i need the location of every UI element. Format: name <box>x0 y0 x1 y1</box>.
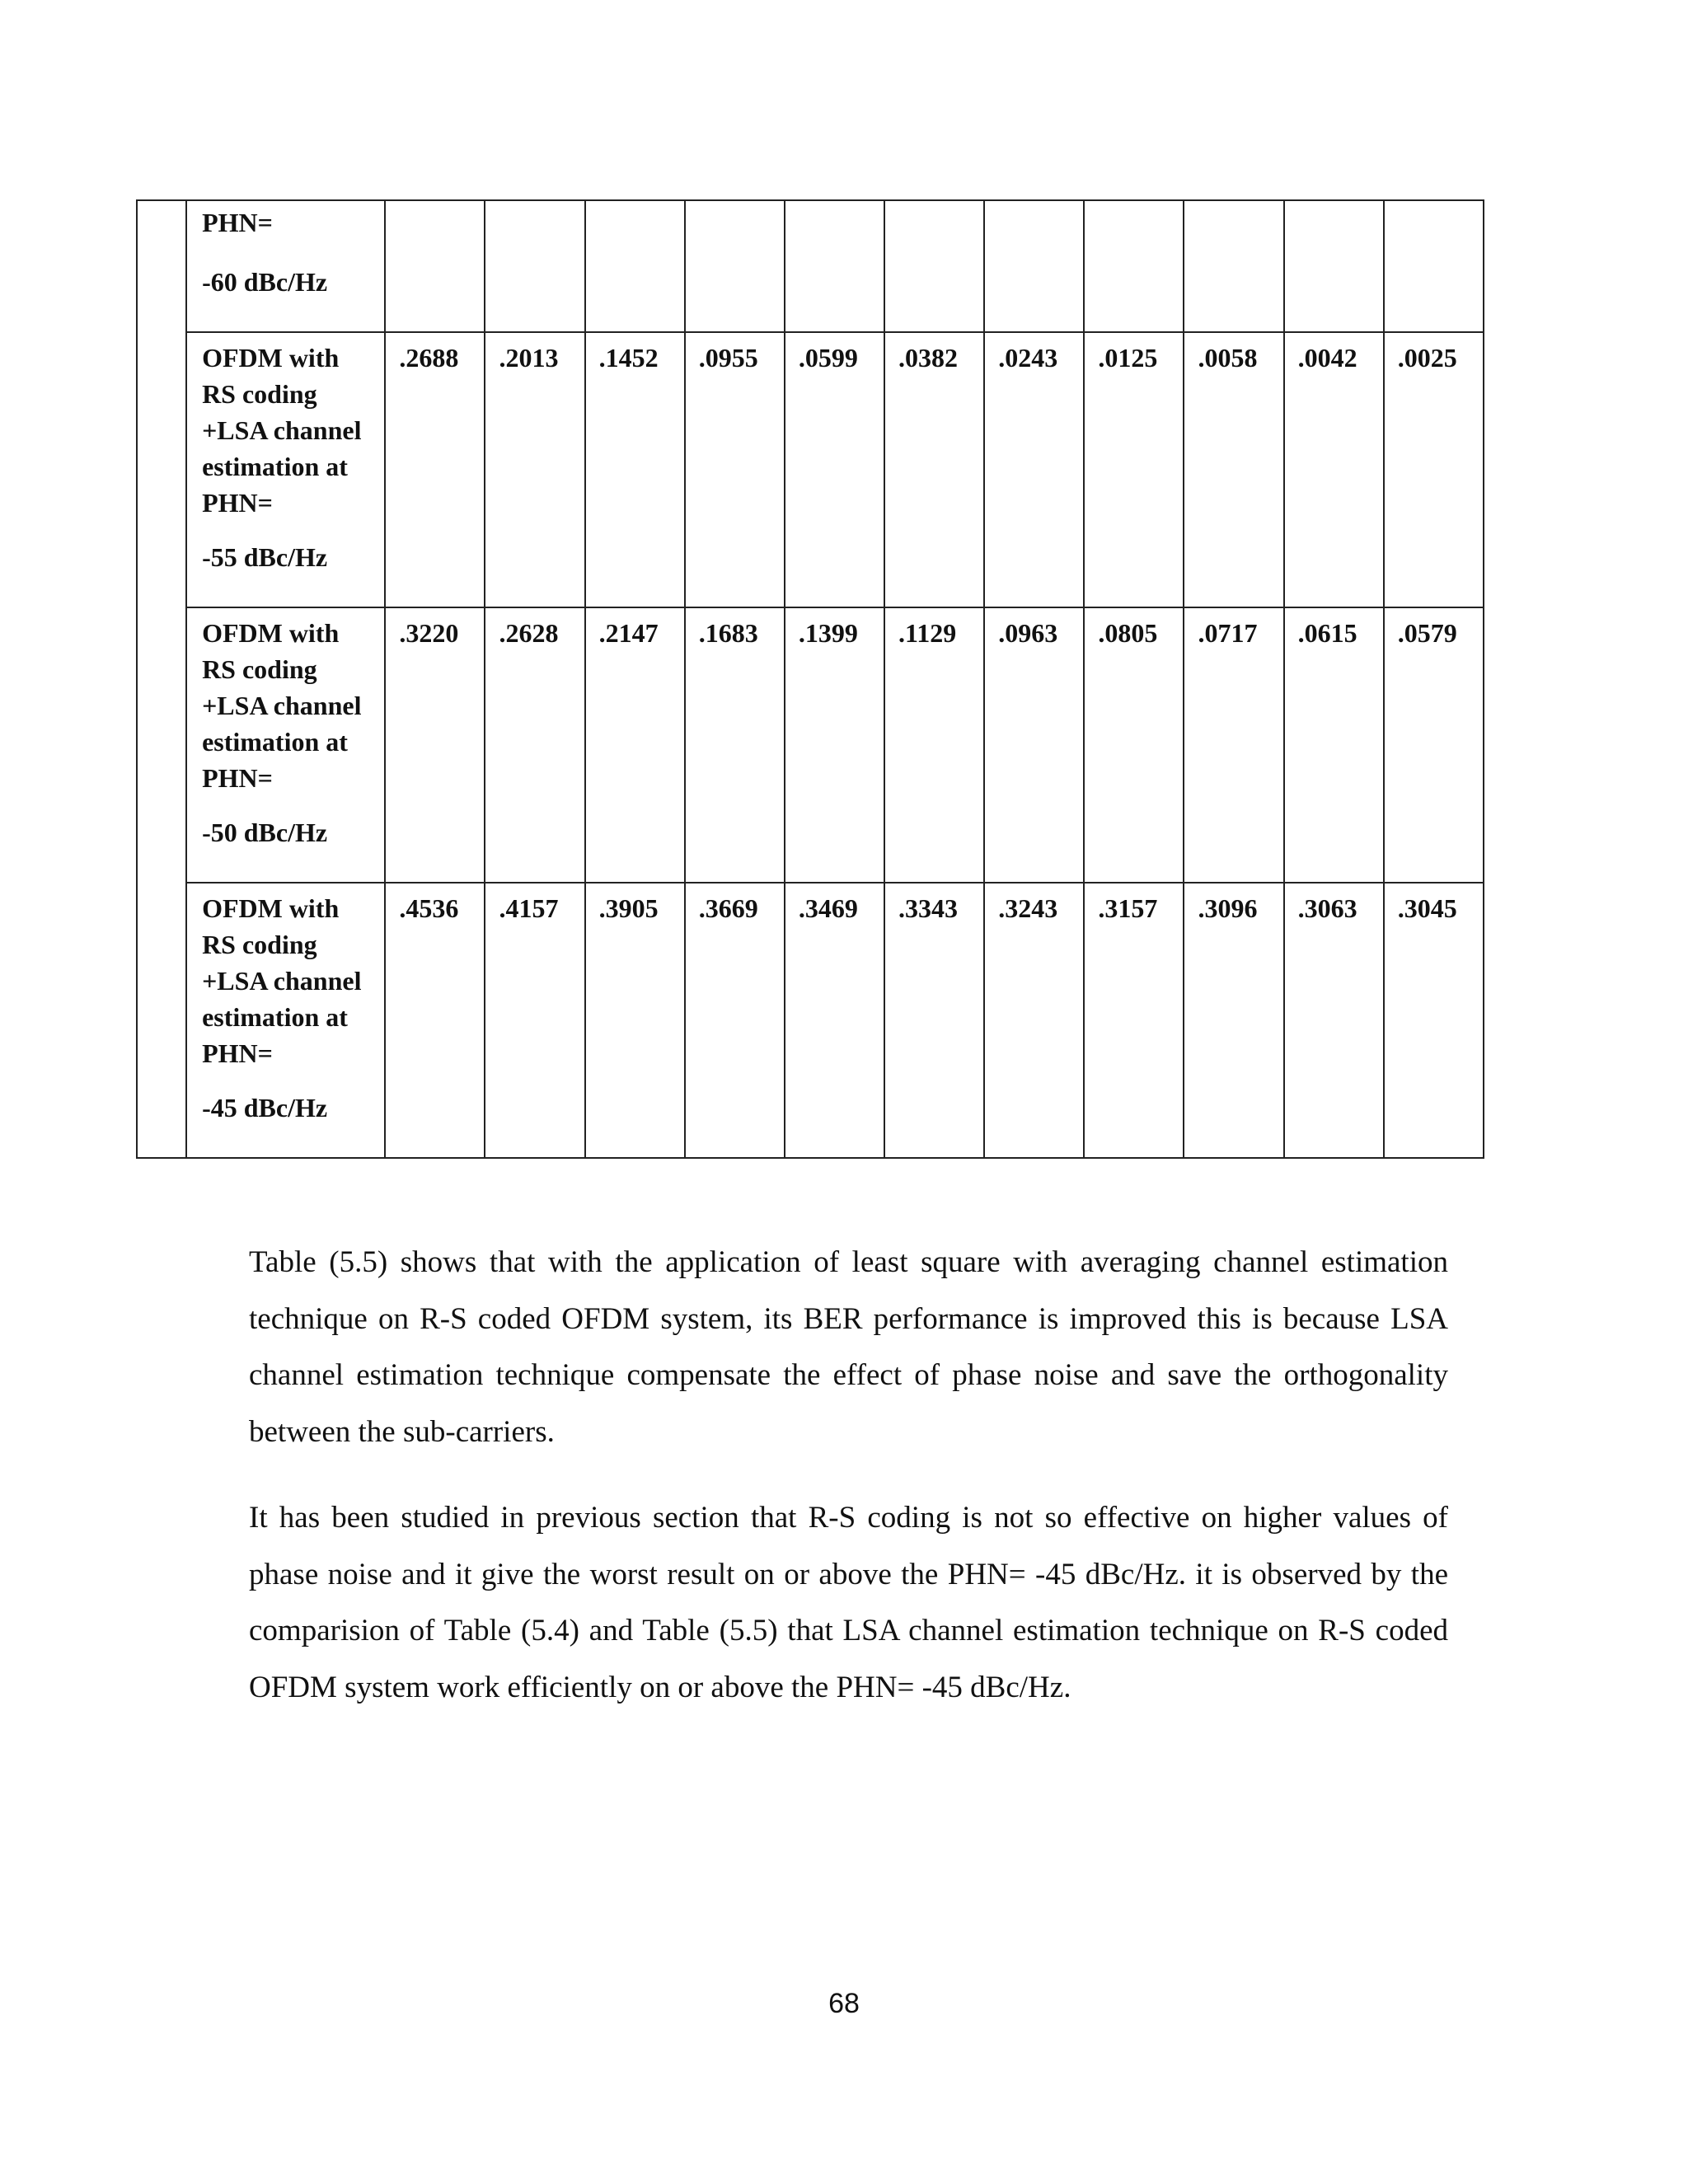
row-label-cell <box>186 883 385 1158</box>
ber-value-cell: .2147 <box>585 607 685 883</box>
ber-value-cell: .3063 <box>1284 883 1384 1158</box>
ber-value-cell: .0042 <box>1284 332 1384 607</box>
phase-noise-level: -55 dBc/Hz <box>202 542 328 572</box>
merged-left-cell <box>137 200 186 1158</box>
ber-value-cell: .3157 <box>1084 883 1184 1158</box>
body-paragraph: Table (5.5) shows that with the application of least square with averaging channel estimation technique on R-S coded OFDM system, its BER performance is improved this is because LSA channel estimation technique compensate the effect of phase noise and save the orthogonality between the sub-carriers. <box>249 1245 1448 1449</box>
ber-value-cell: .0025 <box>1384 332 1484 607</box>
phase-noise-level: -60 dBc/Hz <box>202 267 328 297</box>
ber-value-cell <box>1384 200 1484 332</box>
ber-value-cell: .3343 <box>884 883 984 1158</box>
ber-value-cell: .0599 <box>785 332 884 607</box>
ber-value-cell: .0058 <box>1184 332 1283 607</box>
ber-value-cell: .0243 <box>984 332 1084 607</box>
ber-value-cell <box>785 200 884 332</box>
ber-table <box>136 199 1484 1159</box>
table-row <box>137 607 1484 883</box>
row-description: OFDM with RS coding +LSA channel estimation at PHN= <box>202 343 362 518</box>
ber-value-cell: .1399 <box>785 607 884 883</box>
table-row <box>137 332 1484 607</box>
ber-value-cell <box>1184 200 1283 332</box>
row-label-cell <box>186 607 385 883</box>
ber-value-cell: .4536 <box>385 883 485 1158</box>
ber-value-cell: .2628 <box>485 607 584 883</box>
ber-value-cell: .1452 <box>585 332 685 607</box>
ber-value-cell: .3096 <box>1184 883 1283 1158</box>
table-row <box>137 883 1484 1158</box>
row-description: OFDM with RS coding +LSA channel estimation at PHN= <box>202 618 362 793</box>
ber-value-cell: .1683 <box>685 607 785 883</box>
phase-noise-level: -50 dBc/Hz <box>202 818 328 847</box>
ber-value-cell: .3045 <box>1384 883 1484 1158</box>
ber-value-cell: .2013 <box>485 332 584 607</box>
phase-noise-level: -45 dBc/Hz <box>202 1093 328 1122</box>
page-number: 68 <box>828 1988 860 2019</box>
ber-value-cell: .0805 <box>1084 607 1184 883</box>
ber-value-cell: .3469 <box>785 883 884 1158</box>
ber-value-cell <box>685 200 785 332</box>
ber-value-cell: .0963 <box>984 607 1084 883</box>
ber-value-cell: .0615 <box>1284 607 1384 883</box>
ber-value-cell <box>485 200 584 332</box>
ber-value-cell <box>984 200 1084 332</box>
ber-value-cell: .2688 <box>385 332 485 607</box>
ber-value-cell: .3669 <box>685 883 785 1158</box>
ber-value-cell: .0125 <box>1084 332 1184 607</box>
ber-value-cell <box>1284 200 1384 332</box>
row-label-cell <box>186 200 385 332</box>
ber-value-cell <box>385 200 485 332</box>
body-paragraph: It has been studied in previous section that R-S coding is not so effective on higher values of phase noise and it give the worst result on or above the PHN= -45 dBc/Hz. it is observed by the comparision of Table (5.4) and Table (5.5) that LSA channel estimation technique on R-S coded OFDM system work efficiently on or above the PHN= -45 dBc/Hz. <box>249 1501 1448 1704</box>
ber-value-cell: .3905 <box>585 883 685 1158</box>
ber-value-cell: .0579 <box>1384 607 1484 883</box>
ber-value-cell: .1129 <box>884 607 984 883</box>
row-description: OFDM with RS coding +LSA channel estimation at PHN= <box>202 893 362 1068</box>
ber-value-cell: .0382 <box>884 332 984 607</box>
ber-value-cell: .4157 <box>485 883 584 1158</box>
row-label-cell <box>186 332 385 607</box>
ber-value-cell <box>884 200 984 332</box>
ber-value-cell <box>1084 200 1184 332</box>
ber-value-cell: .3243 <box>984 883 1084 1158</box>
ber-value-cell: .0717 <box>1184 607 1283 883</box>
ber-value-cell: .3220 <box>385 607 485 883</box>
row-description: PHN= <box>202 208 273 237</box>
table-row <box>137 200 1484 332</box>
ber-value-cell <box>585 200 685 332</box>
ber-value-cell: .0955 <box>685 332 785 607</box>
